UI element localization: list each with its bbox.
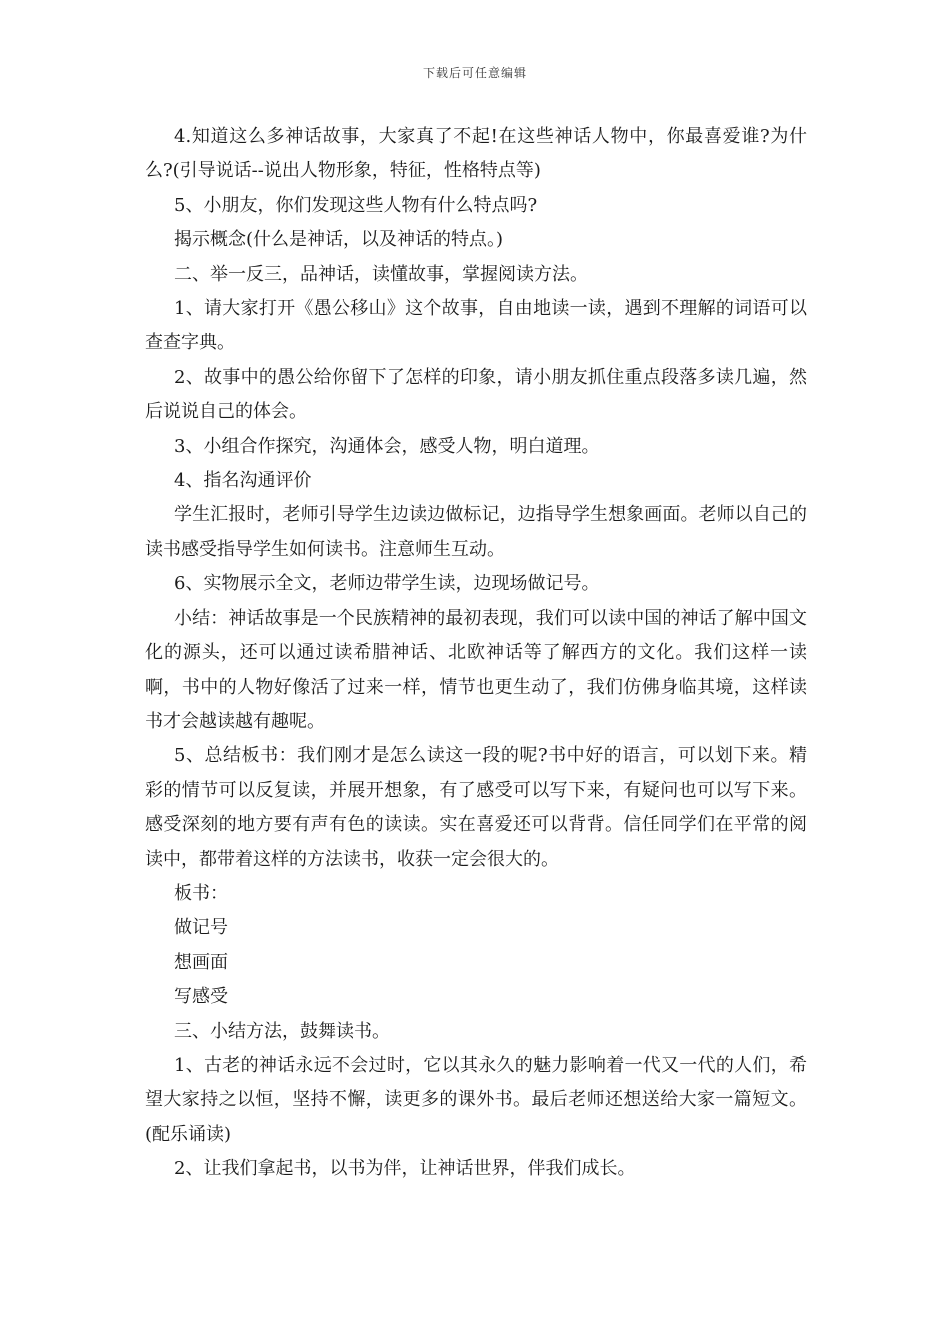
paragraph: 2、让我们拿起书，以书为伴，让神话世界，伴我们成长。	[174, 1158, 636, 1180]
paragraph: 1、古老的神话永远不会过时，它以其永久的魅力影响着一代又一代的人们，希望大家持之以恒，坚持不懈，读更多的课外书。最后老师还想送给大家一篇短文。(配乐诵读)	[145, 1054, 807, 1145]
document-body	[145, 120, 807, 1187]
paragraph: 4.知道这么多神话故事，大家真了不起!在这些神话人物中，你最喜爱谁?为什么?(引导说话--说出人物形象，特征，性格特点等)	[145, 126, 807, 182]
paragraph: 4、指名沟通评价	[174, 470, 312, 492]
section-heading: 二、举一反三，品神话，读懂故事，掌握阅读方法。	[174, 263, 588, 285]
paragraph: 6、实物展示全文，老师边带学生读，边现场做记号。	[174, 573, 600, 595]
page-header-note: 下载后可任意编辑	[422, 66, 527, 80]
board-heading: 板书：	[174, 882, 228, 904]
board-item: 想画面	[174, 951, 228, 973]
paragraph: 5、总结板书：我们刚才是怎么读这一段的呢?书中好的语言，可以划下来。精彩的情节可以反复读，并展开想象，有了感受可以写下来，有疑问也可以写下来。感受深刻的地方要有声有色的读读。实在喜爱还可以背背。信任同学们在平常的阅读中，都带着这样的方法读书，收获一定会很大的。	[145, 745, 807, 870]
paragraph: 5、小朋友，你们发现这些人物有什么特点吗?	[174, 194, 538, 216]
board-item: 写感受	[174, 986, 228, 1008]
summary-paragraph: 小结：神话故事是一个民族精神的最初表现，我们可以读中国的神话了解中国文化的源头，还可以通过读希腊神话、北欧神话等了解西方的文化。我们这样一读啊，书中的人物好像活了过来一样，情节也更生动了，我们仿佛身临其境，这样读书才会越读越有趣呢。	[145, 607, 807, 732]
paragraph: 3、小组合作探究，沟通体会，感受人物，明白道理。	[174, 435, 600, 457]
paragraph: 1、请大家打开《愚公移山》这个故事，自由地读一读，遇到不理解的词语可以查查字典。	[145, 298, 807, 354]
board-item: 做记号	[174, 917, 228, 939]
paragraph: 2、故事中的愚公给你留下了怎样的印象，请小朋友抓住重点段落多读几遍，然后说说自己的体会。	[145, 366, 807, 423]
paragraph: 揭示概念(什么是神话，以及神话的特点。)	[174, 229, 504, 251]
paragraph: 学生汇报时，老师引导学生边读边做标记，边指导学生想象画面。老师以自己的读书感受指导学生如何读书。注意师生互动。	[145, 504, 807, 560]
section-heading: 三、小结方法，鼓舞读书。	[174, 1020, 390, 1042]
